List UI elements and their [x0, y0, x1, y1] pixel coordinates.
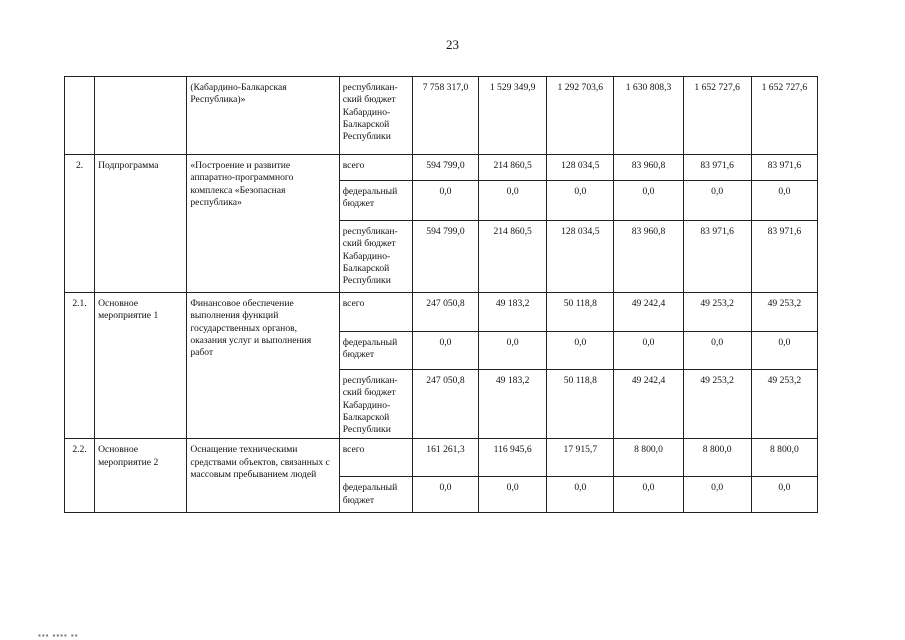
amount-cell: 247 050,8 [412, 293, 478, 332]
amount-cell: 83 960,8 [614, 155, 683, 181]
amount-cell: 1 652 727,6 [683, 77, 751, 155]
amount-cell: 83 971,6 [683, 221, 751, 293]
amount-cell: 83 971,6 [751, 221, 817, 293]
amount-cell: 8 800,0 [683, 439, 751, 477]
row-number: 2.1. [65, 293, 95, 439]
budget-table [64, 76, 818, 513]
table-row [65, 293, 818, 332]
amount-cell: 50 118,8 [547, 370, 614, 439]
funding-source: всего [339, 439, 412, 477]
amount-cell: 49 242,4 [614, 370, 683, 439]
amount-cell: 0,0 [751, 181, 817, 221]
funding-source: республикан-ский бюджет Кабардино-Балкарской Республики [339, 77, 412, 155]
amount-cell: 594 799,0 [412, 155, 478, 181]
amount-cell: 49 253,2 [683, 293, 751, 332]
amount-cell: 0,0 [614, 332, 683, 370]
amount-cell: 0,0 [547, 181, 614, 221]
funding-source: всего [339, 293, 412, 332]
amount-cell: 0,0 [614, 181, 683, 221]
table-row [65, 155, 818, 181]
row-number [65, 77, 95, 155]
amount-cell: 0,0 [751, 332, 817, 370]
amount-cell: 0,0 [479, 332, 547, 370]
row-number: 2.2. [65, 439, 95, 513]
amount-cell: 247 050,8 [412, 370, 478, 439]
program-name: Оснащение техническими средствами объектов, связанных с массовым пребыванием людей [187, 439, 339, 513]
row-number: 2. [65, 155, 95, 293]
table-row [65, 77, 818, 155]
program-name: «Построение и развитие аппаратно-программного комплекса «Безопасная республика» [187, 155, 339, 293]
funding-source: федеральный бюджет [339, 477, 412, 513]
amount-cell: 83 960,8 [614, 221, 683, 293]
amount-cell: 0,0 [547, 477, 614, 513]
amount-cell: 0,0 [614, 477, 683, 513]
amount-cell: 214 860,5 [479, 221, 547, 293]
program-type: Подпрограмма [95, 155, 187, 293]
page-number: 23 [446, 37, 459, 52]
amount-cell: 0,0 [683, 181, 751, 221]
amount-cell: 49 183,2 [479, 370, 547, 439]
amount-cell: 49 183,2 [479, 293, 547, 332]
program-name: Финансовое обеспечение выполнения функций государственных органов, оказания услуг и выполнения работ [187, 293, 339, 439]
amount-cell: 161 261,3 [412, 439, 478, 477]
program-type: Основное мероприятие 2 [95, 439, 187, 513]
amount-cell: 8 800,0 [614, 439, 683, 477]
amount-cell: 0,0 [683, 477, 751, 513]
program-name: (Кабардино-Балкарская Республика)» [187, 77, 339, 155]
amount-cell: 49 253,2 [751, 370, 817, 439]
amount-cell: 594 799,0 [412, 221, 478, 293]
amount-cell: 49 253,2 [751, 293, 817, 332]
program-type: Основное мероприятие 1 [95, 293, 187, 439]
funding-source: всего [339, 155, 412, 181]
amount-cell: 49 253,2 [683, 370, 751, 439]
amount-cell: 50 118,8 [547, 293, 614, 332]
amount-cell: 8 800,0 [751, 439, 817, 477]
amount-cell: 0,0 [479, 181, 547, 221]
amount-cell: 7 758 317,0 [412, 77, 478, 155]
amount-cell: 214 860,5 [479, 155, 547, 181]
amount-cell: 0,0 [751, 477, 817, 513]
amount-cell: 83 971,6 [751, 155, 817, 181]
amount-cell: 128 034,5 [547, 155, 614, 181]
amount-cell: 17 915,7 [547, 439, 614, 477]
amount-cell: 1 652 727,6 [751, 77, 817, 155]
amount-cell: 1 630 808,3 [614, 77, 683, 155]
table-row [65, 439, 818, 477]
funding-source: федеральный бюджет [339, 181, 412, 221]
amount-cell: 0,0 [547, 332, 614, 370]
amount-cell: 0,0 [412, 181, 478, 221]
funding-source: республикан-ский бюджет Кабардино-Балкарской Республики [339, 370, 412, 439]
amount-cell: 1 292 703,6 [547, 77, 614, 155]
footer-fragment: ▪▪▪ ▪▪▪▪ ▪▪ [38, 631, 79, 640]
amount-cell: 116 945,6 [479, 439, 547, 477]
amount-cell: 0,0 [683, 332, 751, 370]
amount-cell: 1 529 349,9 [479, 77, 547, 155]
funding-source: федеральный бюджет [339, 332, 412, 370]
amount-cell: 0,0 [412, 332, 478, 370]
amount-cell: 128 034,5 [547, 221, 614, 293]
program-type [95, 77, 187, 155]
amount-cell: 0,0 [412, 477, 478, 513]
amount-cell: 49 242,4 [614, 293, 683, 332]
amount-cell: 83 971,6 [683, 155, 751, 181]
funding-source: республикан-ский бюджет Кабардино-Балкарской Республики [339, 221, 412, 293]
amount-cell: 0,0 [479, 477, 547, 513]
